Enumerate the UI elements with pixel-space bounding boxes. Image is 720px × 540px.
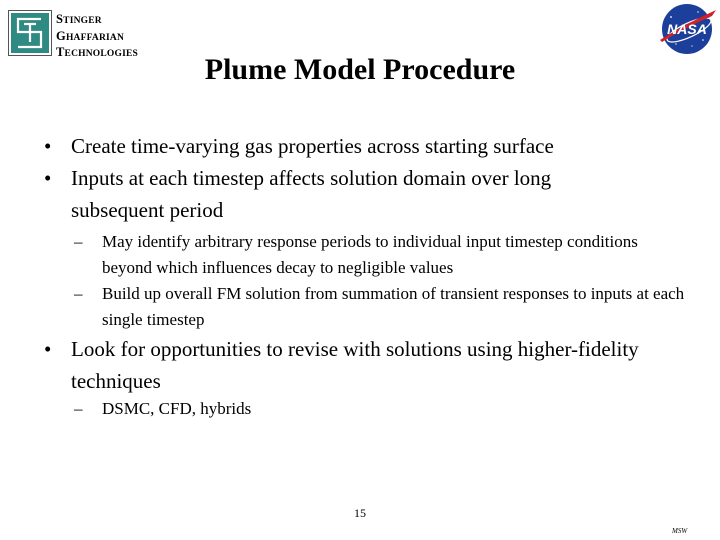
sub-bullet-text: Build up overall FM solution from summation of transient responses to inputs at each single timestep bbox=[102, 284, 685, 329]
logo-line-1: STINGER bbox=[56, 12, 102, 26]
dash-icon: – bbox=[74, 232, 83, 251]
page-number: 15 bbox=[354, 506, 366, 520]
logo-line-3: TECHNOLOGIES bbox=[56, 45, 139, 59]
bullet-text: Look for opportunities to revise with solutions using higher-fidelity techniques bbox=[71, 337, 639, 393]
dash-icon: – bbox=[74, 399, 83, 418]
sub-bullet-text: DSMC, CFD, hybrids bbox=[102, 399, 252, 418]
svg-text:NASA: NASA bbox=[667, 21, 707, 37]
slide-title: Plume Model Procedure bbox=[204, 53, 516, 86]
dash-icon: – bbox=[74, 284, 83, 303]
bullet-text: Create time-varying gas properties across starting surface bbox=[71, 134, 554, 158]
author-initials: MSW bbox=[672, 527, 688, 535]
sub-bullet-text: May identify arbitrary response periods to individual input timestep conditions beyond which influences decay to negligible values bbox=[102, 232, 638, 277]
nasa-logo-icon bbox=[654, 0, 720, 56]
bullet-icon: • bbox=[44, 166, 52, 190]
bullet-icon: • bbox=[44, 134, 52, 158]
logo-line-2: GHAFFARIAN bbox=[56, 28, 125, 43]
bullet-text: Inputs at each timestep affects solution domain over long subsequent period bbox=[71, 166, 552, 222]
bullet-icon: • bbox=[44, 337, 52, 361]
